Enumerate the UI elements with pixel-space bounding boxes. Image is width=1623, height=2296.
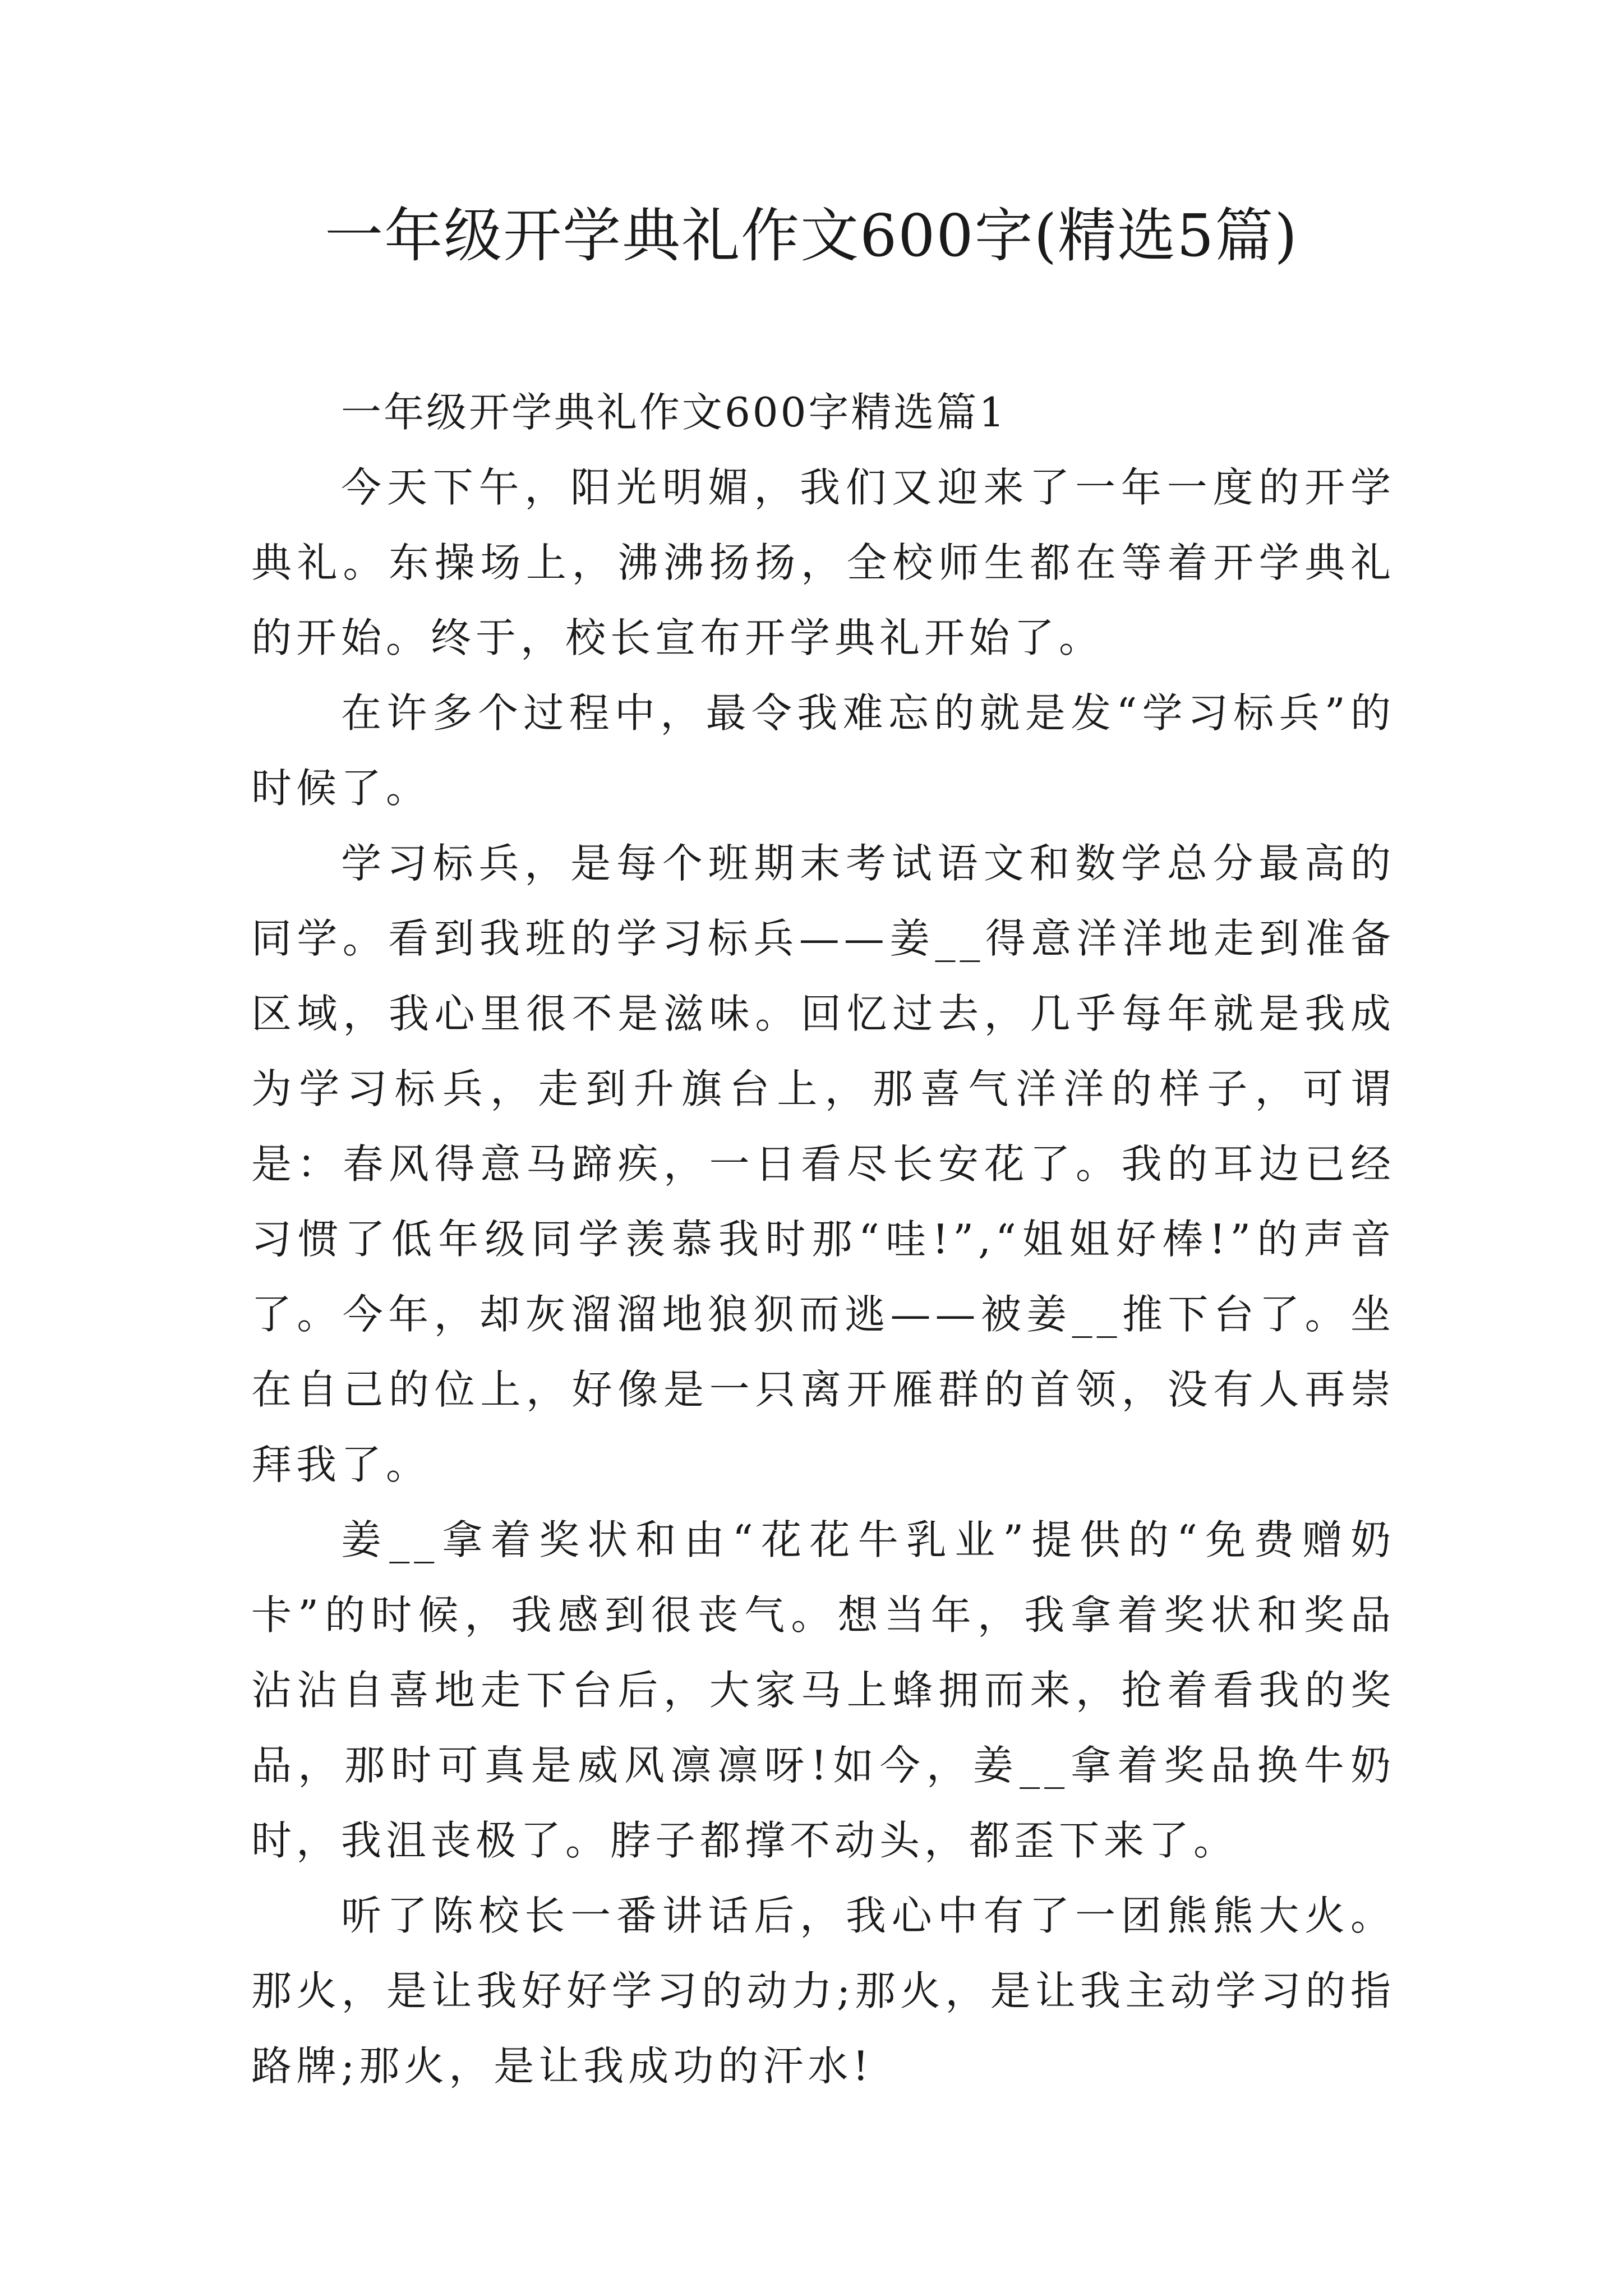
paragraph-3: 学习标兵，是每个班期末考试语文和数学总分最高的同学。看到我班的学习标兵——姜__得意洋洋地走到准备区域，我心里很不是滋味。回忆过去，几乎每年就是我成为学习标兵，走到升旗台上，那喜气洋洋的样子，可谓是：春风得意马蹄疾，一日看尽长安花了。我的耳边已经习惯了低年级同学羡慕我时那“哇!”,“姐姐好棒!”的声音了。今年，却灰溜溜地狼狈而逃——被姜__推下台了。坐在自己的位上，好像是一只离开雁群的首领，没有人再崇拜我了。 xyxy=(251,840,1395,1488)
paragraph-5: 听了陈校长一番讲话后，我心中有了一团熊熊大火。那火，是让我好好学习的动力;那火，是让我主动学习的指路牌;那火，是让我成功的汗水! xyxy=(251,1892,1395,2090)
paragraph-4: 姜__拿着奖状和由“花花牛乳业”提供的“免费赠奶卡”的时候，我感到很丧气。想当年，我拿着奖状和奖品沾沾自喜地走下台后，大家马上蜂拥而来，抢着看我的奖品，那时可真是威风凛凛呀!如今，姜__拿着奖品换牛奶时，我沮丧极了。脖子都撑不动头，都歪下来了。 xyxy=(251,1516,1395,1864)
document-title: 一年级开学典礼作文600字(精选5篇) xyxy=(325,201,1298,270)
paragraph-2: 在许多个过程中，最令我难忘的就是发“学习标兵”的时候了。 xyxy=(251,689,1395,812)
section-heading: 一年级开学典礼作文600字精选篇1 xyxy=(341,389,1007,436)
document-body xyxy=(251,375,1395,2104)
paragraph-1: 今天下午，阳光明媚，我们又迎来了一年一度的开学典礼。东操场上，沸沸扬扬，全校师生都在等着开学典礼的开始。终于，校长宣布开学典礼开始了。 xyxy=(251,464,1395,661)
